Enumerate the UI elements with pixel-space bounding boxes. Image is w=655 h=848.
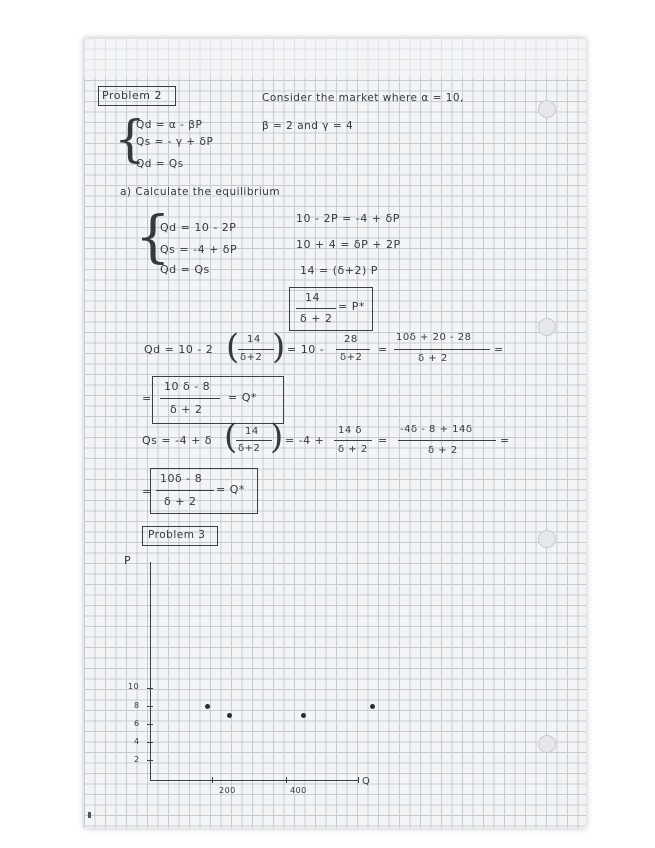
qs-frac-den: δ+2 bbox=[238, 443, 261, 454]
y-tick-label-6: 6 bbox=[134, 719, 140, 728]
qs-right-paren: ) bbox=[270, 417, 284, 457]
step-3: 14 = (δ+2) P bbox=[300, 264, 378, 277]
x-tick-400 bbox=[286, 777, 287, 783]
qs-left-paren: ( bbox=[224, 417, 238, 457]
qs-frac-bar bbox=[236, 440, 272, 441]
scatter-point bbox=[205, 704, 210, 709]
x-tick-label-200: 200 bbox=[219, 786, 236, 795]
qs-f3-bar bbox=[398, 440, 496, 441]
binder-hole-4 bbox=[538, 735, 556, 753]
qd-f2-den: δ+2 bbox=[340, 352, 363, 363]
consider-line-1: Consider the market where α = 10, bbox=[262, 92, 464, 104]
pstar-numerator: 14 bbox=[305, 291, 320, 304]
system2-brace: { bbox=[135, 205, 171, 270]
qs-f2-bar bbox=[334, 440, 372, 441]
demand-equation-2: Qd = 10 - 2P bbox=[160, 221, 237, 234]
qd-right-paren: ) bbox=[272, 327, 286, 367]
demand-equation: Qd = α - βP bbox=[136, 119, 203, 131]
qs-lhs: Qs = -4 + δ bbox=[142, 434, 213, 447]
qd-result-numerator: 10 δ - 8 bbox=[164, 380, 211, 393]
y-tick-6 bbox=[147, 724, 153, 725]
qd-f3-num: 10δ + 20 - 28 bbox=[396, 332, 472, 343]
scatter-point bbox=[301, 713, 306, 718]
y-tick-10 bbox=[147, 688, 153, 689]
qd-f3-den: δ + 2 bbox=[418, 353, 448, 364]
qd-eq: = bbox=[378, 343, 388, 356]
y-tick-label-2: 2 bbox=[134, 755, 140, 764]
qs-frac-num: 14 bbox=[245, 426, 259, 437]
supply-equation: Qs = - γ + δP bbox=[136, 136, 214, 148]
problem-2-heading: Problem 2 bbox=[102, 89, 162, 102]
qd-result-denominator: δ + 2 bbox=[170, 403, 203, 416]
x-tick-200 bbox=[212, 777, 213, 783]
qs-tail: = bbox=[500, 434, 510, 447]
pstar-fraction-bar bbox=[296, 308, 336, 309]
y-tick-4 bbox=[147, 742, 153, 743]
y-tick-2 bbox=[147, 760, 153, 761]
qd-left-paren: ( bbox=[226, 327, 240, 367]
qs-f2-den: δ + 2 bbox=[338, 444, 368, 455]
scan-mark bbox=[88, 812, 91, 818]
supply-equation-2: Qs = -4 + δP bbox=[160, 243, 238, 256]
qs-eq: = bbox=[378, 434, 388, 447]
part-a-heading: a) Calculate the equilibrium bbox=[120, 186, 281, 198]
qs-f3-den: δ + 2 bbox=[428, 445, 458, 456]
pstar-denominator: δ + 2 bbox=[300, 312, 333, 325]
y-tick-label-4: 4 bbox=[134, 737, 140, 746]
qs-result-fraction-bar bbox=[156, 490, 214, 491]
qs-mid: = -4 + bbox=[285, 434, 325, 447]
qd-lhs: Qd = 10 - 2 bbox=[144, 343, 214, 356]
qs-result-numerator: 10δ - 8 bbox=[160, 472, 203, 485]
qd-f3-bar bbox=[394, 349, 490, 350]
qd-f2-num: 28 bbox=[344, 334, 358, 345]
system-brace: { bbox=[114, 110, 146, 168]
qd-frac-bar bbox=[238, 349, 274, 350]
step-2: 10 + 4 = δP + 2P bbox=[296, 238, 401, 251]
scatter-point bbox=[370, 704, 375, 709]
qd-tail: = bbox=[494, 343, 504, 356]
qd-mid: = 10 - bbox=[287, 343, 325, 356]
binder-hole-3 bbox=[538, 530, 556, 548]
y-axis-label: P bbox=[124, 554, 132, 567]
x-axis bbox=[150, 780, 358, 781]
x-tick-600 bbox=[358, 777, 359, 783]
qs-result-prefix: = bbox=[142, 485, 152, 498]
scatter-point bbox=[227, 713, 232, 718]
pstar-rhs: = P* bbox=[338, 300, 365, 313]
y-axis bbox=[150, 562, 151, 780]
qd-result-fraction-bar bbox=[160, 398, 220, 399]
binder-hole-2 bbox=[538, 318, 556, 336]
x-axis-label: Q bbox=[362, 776, 371, 787]
qs-f3-num: -4δ - 8 + 14δ bbox=[400, 424, 473, 435]
qs-result-rhs: = Q* bbox=[216, 483, 245, 496]
equilibrium-condition-2: Qd = Qs bbox=[160, 263, 210, 276]
qs-f2-num: 14 δ bbox=[338, 425, 363, 436]
qd-result-prefix: = bbox=[142, 392, 152, 405]
equilibrium-condition: Qd = Qs bbox=[136, 158, 184, 170]
binder-hole-1 bbox=[538, 100, 556, 118]
problem-3-heading: Problem 3 bbox=[148, 529, 206, 541]
y-tick-8 bbox=[147, 706, 153, 707]
qs-result-denominator: δ + 2 bbox=[164, 495, 197, 508]
perforated-edge bbox=[84, 38, 586, 78]
y-tick-label-10: 10 bbox=[128, 682, 140, 691]
notebook-sheet bbox=[84, 38, 586, 828]
qd-frac-num: 14 bbox=[247, 334, 261, 345]
consider-line-2: β = 2 and γ = 4 bbox=[262, 120, 354, 132]
step-1: 10 - 2P = -4 + δP bbox=[296, 212, 400, 225]
y-tick-label-8: 8 bbox=[134, 701, 140, 710]
qd-f2-bar bbox=[336, 349, 370, 350]
qd-frac-den: δ+2 bbox=[240, 352, 263, 363]
x-tick-label-400: 400 bbox=[290, 786, 307, 795]
qd-result-rhs: = Q* bbox=[228, 391, 257, 404]
